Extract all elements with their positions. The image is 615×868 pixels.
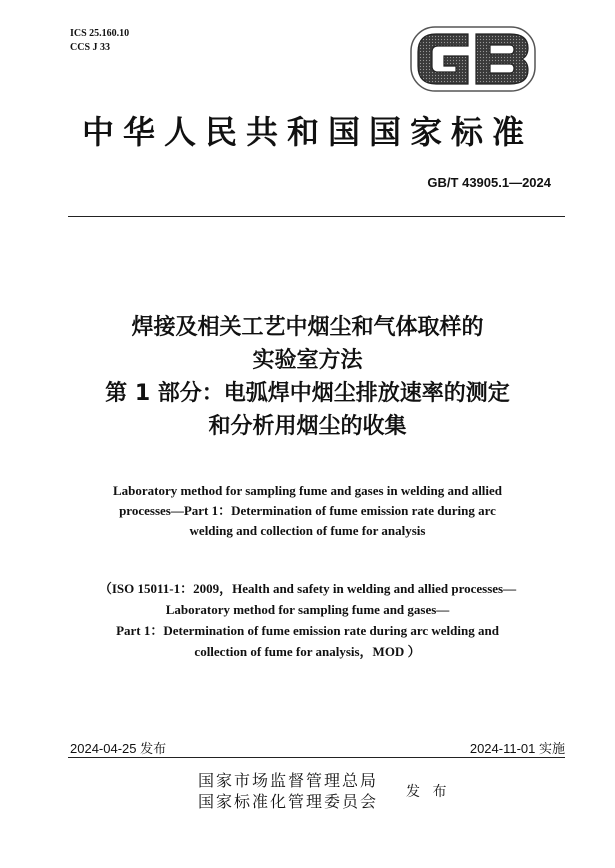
ics-code: ICS 25.160.10 <box>70 28 130 39</box>
iso-reference <box>0 578 615 662</box>
english-title-line: Laboratory method for sampling fume and gases in welding and allied <box>112 483 503 498</box>
classification-codes <box>70 27 129 55</box>
national-standard-title: 中华人民共和国国家标准 <box>81 113 533 151</box>
iso-reference-line: collection of fume for analysis，MOD ） <box>194 644 421 659</box>
gb-standard-logo-icon <box>410 26 536 92</box>
english-title-line: welding and collection of fume for analysis <box>189 523 426 538</box>
ccs-code: CCS J 33 <box>70 42 111 53</box>
chinese-title-line: 和分析用烟尘的收集 <box>208 414 407 439</box>
iso-reference-line: Part 1：Determination of fume emission rate during arc welding and <box>116 623 499 638</box>
iso-reference-line: Laboratory method for sampling fume and gases— <box>165 602 450 617</box>
iso-reference-line: （ISO 15011-1：2009，Health and safety in welding and allied processes— <box>98 581 517 596</box>
chinese-title-line: 实验室方法 <box>252 348 363 373</box>
chinese-title-line: 焊接及相关工艺中烟尘和气体取样的 <box>131 315 484 340</box>
bottom-divider <box>68 757 565 758</box>
chinese-title-line: 第 1 部分：电弧焊中烟尘排放速率的测定 <box>105 381 510 406</box>
top-divider <box>68 216 565 217</box>
english-title-line: processes—Part 1：Determination of fume emission rate during arc <box>119 503 496 518</box>
issuing-authorities <box>198 770 378 812</box>
issuer-sac: 国家标准化管理委员会 <box>198 792 379 811</box>
english-title <box>0 481 615 541</box>
issuer-samr: 国家市场监督管理总局 <box>198 771 379 790</box>
implementation-date: 2024-11-01 实施 <box>469 741 565 756</box>
chinese-title <box>0 311 615 443</box>
standard-number: GB/T 43905.1—2024 <box>427 175 551 190</box>
publish-label: 发 布 <box>406 784 451 800</box>
issue-date: 2024-04-25 发布 <box>70 741 167 756</box>
